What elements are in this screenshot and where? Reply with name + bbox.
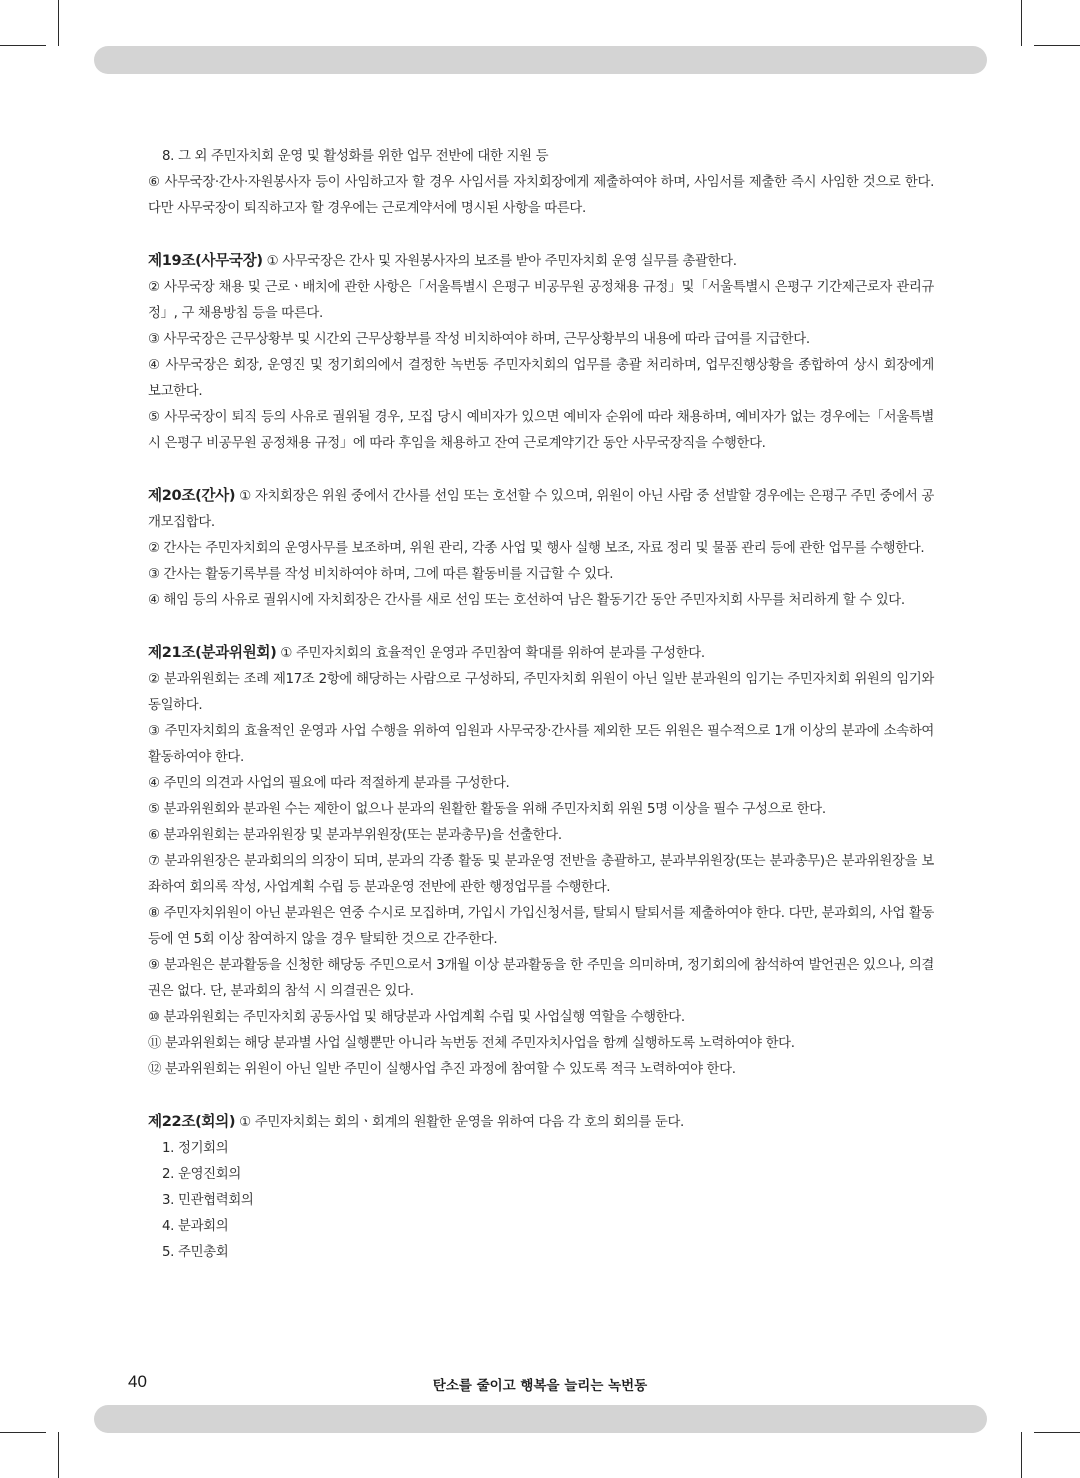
list-item: 5. 주민총회: [162, 1245, 229, 1260]
paragraph: ④ 해임 등의 사유로 궐위시에 자치회장은 간사를 새로 선임 또는 호선하여 남은 활동기간 동안 주민자치회 사무를 처리하게 할 수 있다.: [148, 593, 905, 608]
article-22-heading: 제22조(회의): [148, 1113, 236, 1130]
list-item: 1. 정기회의: [162, 1141, 229, 1156]
crop-mark-bottom-left-h: [0, 1432, 46, 1433]
paragraph: ② 사무국장 채용 및 근로ㆍ배치에 관한 사항은「서울특별시 은평구 비공무원 공정채용 규정」및「서울특별시 은평구 기간제근로자 관리규정」, 구 채용방침 등을 따른다.: [148, 280, 934, 321]
page-number: 40: [128, 1372, 147, 1391]
paragraph: ② 간사는 주민자치회의 운영사무를 보조하며, 위원 관리, 각종 사업 및 행사 실행 보조, 자료 정리 및 물품 관리 등에 관한 업무를 수행한다.: [148, 541, 925, 556]
paragraph: ⑦ 분과위원장은 분과회의의 의장이 되며, 분과의 각종 활동 및 분과운영 전반을 총괄하고, 분과부위원장(또는 분과총무)은 분과위원장을 보좌하여 회의록 작성, 사업계획 수립 등 분과운영 전반에 관한 행정업무를 수행한다.: [148, 854, 934, 895]
footer-title: 탄소를 줄이고 행복을 늘리는 녹번동: [432, 1378, 648, 1394]
paragraph: ⑤ 분과위원회와 분과원 수는 제한이 없으나 분과의 원활한 활동을 위해 주민자치회 위원 5명 이상을 필수 구성으로 한다.: [148, 802, 826, 817]
list-item: 2. 운영진회의: [162, 1167, 241, 1182]
paragraph: ⑪ 분과위원회는 해당 분과별 사업 실행뿐만 아니라 녹번동 전체 주민자치사업을 함께 실행하도록 노력하여야 한다.: [148, 1036, 795, 1051]
crop-mark-bottom-left-v: [58, 1432, 59, 1478]
paragraph: ⑫ 분과위원회는 위원이 아닌 일반 주민이 실행사업 추진 과정에 참여할 수 있도록 적극 노력하여야 한다.: [148, 1062, 736, 1077]
article-21-heading: 제21조(분과위원회): [148, 644, 277, 661]
footer-band: [94, 1405, 987, 1433]
crop-mark-bottom-right-v: [1021, 1432, 1022, 1478]
crop-mark-top-left-h: [0, 45, 46, 46]
section-gap: [148, 457, 934, 483]
list-item: 8. 그 외 주민자치회 운영 및 활성화를 위한 업무 전반에 대한 지원 등: [162, 149, 549, 164]
section-gap: [148, 1083, 934, 1109]
header-band: [94, 46, 987, 74]
article-20-heading: 제20조(간사): [148, 487, 236, 504]
article-19-heading: 제19조(사무국장): [148, 252, 263, 269]
crop-mark-bottom-right-h: [1034, 1432, 1080, 1433]
paragraph: ③ 간사는 활동기록부를 작성 비치하여야 하며, 그에 따른 활동비를 지급할 수 있다.: [148, 567, 614, 582]
paragraph: ⑥ 분과위원회는 분과위원장 및 분과부위원장(또는 분과총무)을 선출한다.: [148, 828, 562, 843]
paragraph: ③ 주민자치회의 효율적인 운영과 사업 수행을 위하여 임원과 사무국장·간사를 제외한 모든 위원은 필수적으로 1개 이상의 분과에 소속하여 활동하여야 한다.: [148, 724, 934, 765]
paragraph: ④ 주민의 의견과 사업의 필요에 따라 적절하게 분과를 구성한다.: [148, 776, 510, 791]
paragraph: ③ 사무국장은 근무상황부 및 시간외 근무상황부를 작성 비치하여야 하며, 근무상황부의 내용에 따라 급여를 지급한다.: [148, 332, 810, 347]
crop-mark-top-left-v: [58, 0, 59, 46]
crop-mark-top-right-v: [1021, 0, 1022, 46]
paragraph: ⑩ 분과위원회는 주민자치회 공동사업 및 해당분과 사업계획 수립 및 사업실행 역할을 수행한다.: [148, 1010, 685, 1025]
paragraph: ④ 사무국장은 회장, 운영진 및 정기회의에서 결정한 녹번동 주민자치회의 업무를 총괄 처리하며, 업무진행상황을 종합하여 상시 회장에게 보고한다.: [148, 358, 934, 399]
section-gap: [148, 222, 934, 248]
article-19-paragraph-1: 제19조(사무국장) ① 사무국장은 간사 및 자원봉사자의 보조를 받아 주민자치회 운영 실무를 총괄한다.: [148, 252, 737, 269]
paragraph: ② 분과위원회는 조례 제17조 2항에 해당하는 사람으로 구성하되, 주민자치회 위원이 아닌 일반 분과원의 임기는 주민자치회 위원의 임기와 동일하다.: [148, 672, 934, 713]
paragraph: ⑥ 사무국장·간사·자원봉사자 등이 사임하고자 할 경우 사임서를 자치회장에게 제출하여야 하며, 사임서를 제출한 즉시 사임한 것으로 한다. 다만 사무국장이 퇴직하고자 할 경우에는 근로계약서에 명시된 사항을 따른다.: [148, 175, 934, 216]
section-gap: [148, 614, 934, 640]
crop-mark-top-right-h: [1034, 45, 1080, 46]
list-item: 3. 민관협력회의: [162, 1193, 254, 1208]
paragraph: ⑨ 분과원은 분과활동을 신청한 해당동 주민으로서 3개월 이상 분과활동을 한 주민을 의미하며, 정기회의에 참석하여 발언권은 있으나, 의결권은 없다. 단, 분과회의 참석 시 의결권은 있다.: [148, 958, 934, 999]
list-item: 4. 분과회의: [162, 1219, 229, 1234]
paragraph: ⑤ 사무국장이 퇴직 등의 사유로 궐위될 경우, 모집 당시 예비자가 있으면 예비자 순위에 따라 채용하며, 예비자가 없는 경우에는「서울특별시 은평구 비공무원 공정채용 규정」에 따라 후임을 채용하고 잔여 근로계약기간 동안 사무국장직을 수행한다.: [148, 410, 934, 451]
article-21-paragraph-1: 제21조(분과위원회) ① 주민자치회의 효율적인 운영과 주민참여 확대를 위하여 분과를 구성한다.: [148, 644, 705, 661]
paragraph: ⑧ 주민자치위원이 아닌 분과원은 연중 수시로 모집하며, 가입시 가입신청서를, 탈퇴시 탈퇴서를 제출하여야 한다. 다만, 분과회의, 사업 활동 등에 연 5회 이상 참여하지 않을 경우 탈퇴한 것으로 간주한다.: [148, 906, 934, 947]
article-20-paragraph-1: 제20조(간사) ① 자치회장은 위원 중에서 간사를 선임 또는 호선할 수 있으며, 위원이 아닌 사람 중 선발할 경우에는 은평구 주민 중에서 공개모집합다.: [148, 487, 934, 530]
article-22-paragraph-1: 제22조(회의) ① 주민자치회는 회의ㆍ회계의 원활한 운영을 위하여 다음 각 호의 회의를 둔다.: [148, 1113, 684, 1130]
document-body: [148, 144, 934, 1266]
